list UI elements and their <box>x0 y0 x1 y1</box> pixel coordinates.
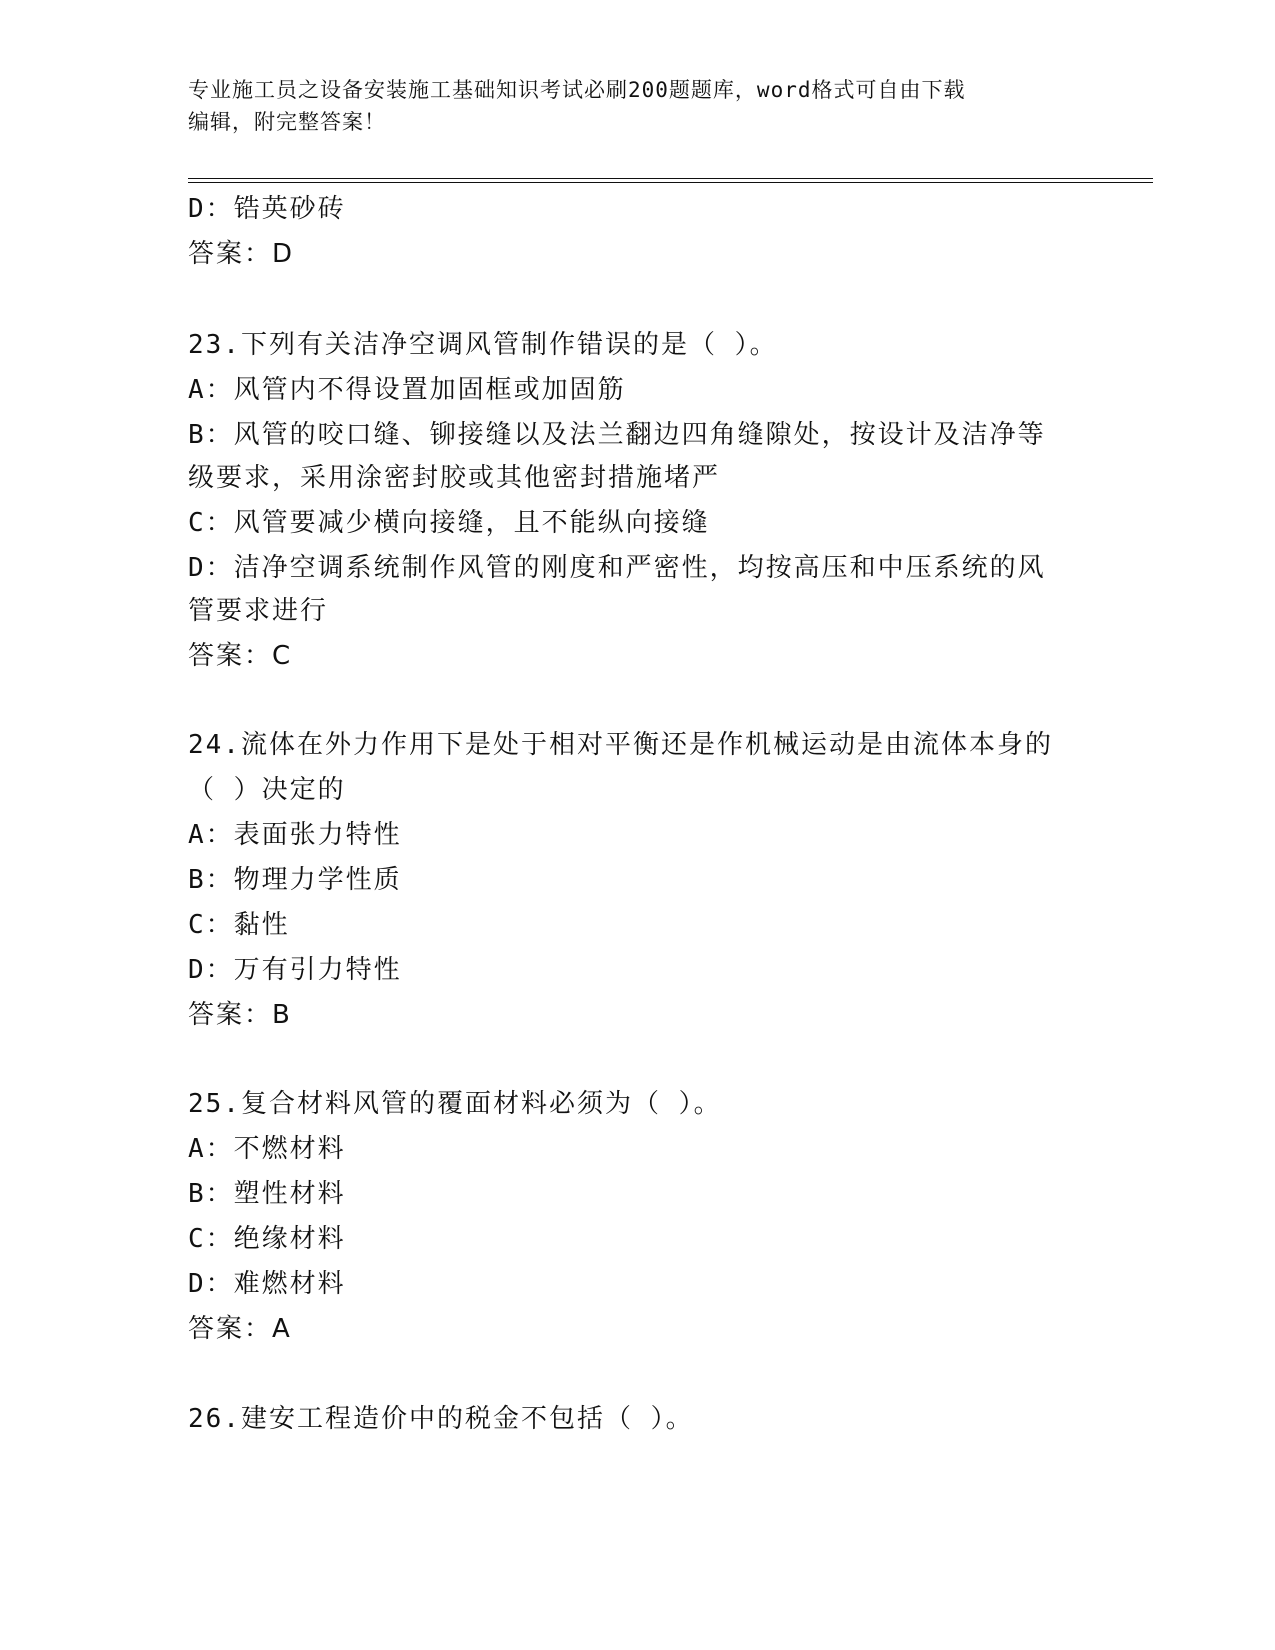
header-divider-top <box>188 178 1153 179</box>
header-line-2: 编辑，附完整答案！ <box>188 110 386 134</box>
q25-option-b: B：塑性材料 <box>188 1179 346 1209</box>
prev-answer: 答案：D <box>188 239 295 269</box>
q23-answer: 答案：C <box>188 641 293 671</box>
q23-option-b-line-1: B：风管的咬口缝、铆接缝以及法兰翻边四角缝隙处，按设计及洁净等 <box>188 420 1046 450</box>
q24-answer: 答案：B <box>188 1000 292 1030</box>
q25-option-a: A：不燃材料 <box>188 1134 346 1164</box>
q25-option-d: D：难燃材料 <box>188 1269 346 1299</box>
q23-option-d-line-1: D：洁净空调系统制作风管的刚度和严密性，均按高压和中压系统的风 <box>188 553 1046 583</box>
q25-option-c: C：绝缘材料 <box>188 1224 346 1254</box>
q23-stem: 23.下列有关洁净空调风管制作错误的是（ ）。 <box>188 330 778 360</box>
q24-option-b: B：物理力学性质 <box>188 865 402 895</box>
q24-stem-line-1: 24.流体在外力作用下是处于相对平衡还是作机械运动是由流体本身的 <box>188 730 1053 760</box>
q24-option-d: D：万有引力特性 <box>188 955 402 985</box>
prev-option-d: D：锆英砂砖 <box>188 194 346 224</box>
document-header <box>188 74 1088 138</box>
q23-option-b-line-2: 级要求，采用涂密封胶或其他密封措施堵严 <box>188 463 721 493</box>
header-divider-bottom <box>188 182 1153 183</box>
q24-option-c: C：黏性 <box>188 910 290 940</box>
q24-stem-line-2: （ ）决定的 <box>188 775 346 805</box>
q25-answer: 答案：A <box>188 1314 292 1344</box>
q26-stem: 26.建安工程造价中的税金不包括（ ）。 <box>188 1404 694 1434</box>
q23-option-d-line-2: 管要求进行 <box>188 596 329 626</box>
header-line-1: 专业施工员之设备安装施工基础知识考试必刷200题题库，word格式可自由下载 <box>188 78 966 102</box>
q23-option-a: A：风管内不得设置加固框或加固筋 <box>188 375 626 405</box>
q24-option-a: A：表面张力特性 <box>188 820 402 850</box>
q23-option-c: C：风管要减少横向接缝，且不能纵向接缝 <box>188 508 710 538</box>
q25-stem: 25.复合材料风管的覆面材料必须为（ ）。 <box>188 1089 722 1119</box>
